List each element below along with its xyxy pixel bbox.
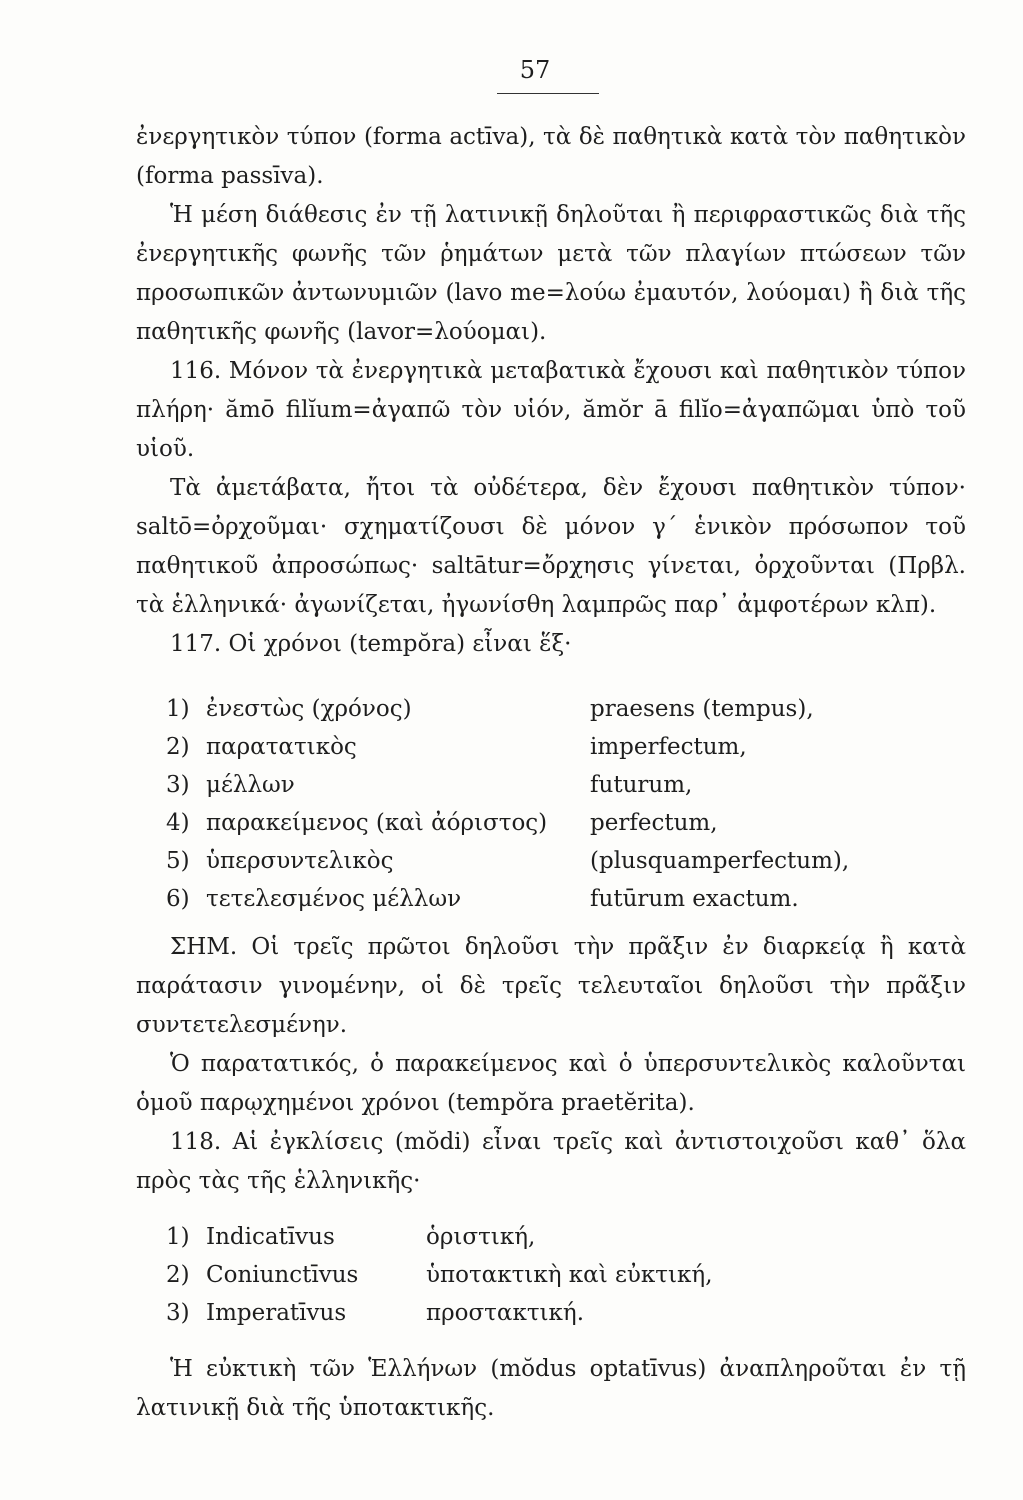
list-item [166, 728, 747, 766]
list-number: 1) [166, 1224, 190, 1250]
list-item [166, 842, 850, 880]
greek-term: ὑποτακτικὴ καὶ εὐκτική, [426, 1262, 713, 1288]
greek-term: ἐνεστὼς (χρόνος) [206, 696, 412, 722]
list-number: 5) [166, 848, 190, 874]
text-block-bottom [136, 1350, 966, 1428]
page-number: 57 [519, 56, 551, 84]
text-block-middle [136, 928, 966, 1201]
paragraph-3: Τὰ ἀμετάβατα, ἤτοι τὰ οὐδέτερα, δὲν ἔχουσι παθητικὸν τύπον· saltō=ὀρχοῦμαι· σχηματίζουσι δὲ μόνον γ΄ ἑνικὸν πρόσωπον τοῦ παθητικοῦ ἀπροσώπως· saltātur=ὄρχησις γίνεται, ὀρχοῦνται (Πρβλ. τὰ ἑλληνικά· ἀγωνίζεται, ἠγωνίσθη λαμπρῶς παρ᾽ ἀμφοτέρων κλπ). [136, 475, 966, 618]
latin-term: imperfectum, [590, 734, 747, 760]
greek-term: ὁριστική, [426, 1224, 536, 1250]
paragraph-118: 118. Αἱ ἐγκλίσεις (mŏdi) εἶναι τρεῖς καὶ ἀντιστοιχοῦσι καθ᾽ ὅλα πρὸς τὰς τῆς ἑλληνικῆς· [136, 1129, 966, 1194]
greek-term: προστακτική. [426, 1300, 585, 1326]
latin-term: futurum, [590, 772, 693, 798]
latin-term: futūrum exactum. [590, 886, 799, 912]
list-number: 2) [166, 734, 190, 760]
list-number: 6) [166, 886, 190, 912]
paragraph-note: ΣΗΜ. Οἱ τρεῖς πρῶτοι δηλοῦσι τὴν πρᾶξιν ἐν διαρκείᾳ ἢ κατὰ παράτασιν γινομένην, οἱ δὲ τρεῖς τελευταῖοι δηλοῦσι τὴν πρᾶξιν συντετελεσμένην. [136, 934, 966, 1038]
tense-list [166, 690, 850, 918]
greek-term: τετελεσμένος μέλλων [206, 886, 462, 912]
paragraph-116: 116. Μόνον τὰ ἐνεργητικὰ μεταβατικὰ ἔχουσι καὶ παθητικὸν τύπον πλήρη· ămō filĭum=ἀγαπῶ τὸν υἱόν, ămŏr ā filĭo=ἀγαπῶμαι ὑπὸ τοῦ υἱοῦ. [136, 358, 966, 462]
list-number: 4) [166, 810, 190, 836]
greek-term: ὑπερσυντελικὸς [206, 848, 394, 874]
greek-term: παρατατικὸς [206, 734, 357, 760]
list-item [166, 880, 799, 918]
paragraph-1: ἐνεργητικὸν τύπον (forma actīva), τὰ δὲ παθητικὰ κατὰ τὸν παθητικὸν (forma passīva). [136, 124, 966, 189]
page-number-rule [497, 93, 599, 94]
latin-term: Indicatīvus [206, 1224, 335, 1250]
list-number: 3) [166, 1300, 190, 1326]
list-item [166, 1218, 536, 1256]
paragraph-117: 117. Οἱ χρόνοι (tempŏra) εἶναι ἕξ· [170, 631, 572, 657]
list-item [166, 690, 814, 728]
list-number: 3) [166, 772, 190, 798]
list-number: 2) [166, 1262, 190, 1288]
list-item [166, 1294, 585, 1332]
latin-term: (plusquamperfectum), [590, 848, 850, 874]
paragraph-5: Ἡ εὐκτικὴ τῶν Ἑλλήνων (mŏdus optatīvus) ἀναπληροῦται ἐν τῇ λατινικῇ διὰ τῆς ὑποτακτικῆς. [136, 1356, 966, 1421]
latin-term: praesens (tempus), [590, 696, 814, 722]
mood-list [166, 1218, 713, 1332]
latin-term: perfectum, [590, 810, 718, 836]
paragraph-4: Ὁ παρατατικός, ὁ παρακείμενος καὶ ὁ ὑπερσυντελικὸς καλοῦνται ὁμοῦ παρῳχημένοι χρόνοι (tempŏra praetĕrita). [136, 1051, 966, 1116]
latin-term: Coniunctīvus [206, 1262, 359, 1288]
greek-term: μέλλων [206, 772, 295, 798]
list-item [166, 804, 718, 842]
list-number: 1) [166, 696, 190, 722]
list-item [166, 766, 693, 804]
list-item [166, 1256, 713, 1294]
greek-term: παρακείμενος (καὶ ἀόριστος) [206, 810, 548, 836]
paragraph-2: Ἡ μέση διάθεσις ἐν τῇ λατινικῇ δηλοῦται ἢ περιφραστικῶς διὰ τῆς ἐνεργητικῆς φωνῆς τῶν ῥημάτων μετὰ τῶν πλαγίων πτώσεων τῶν προσωπικῶν ἀντωνυμιῶν (lavo me=λούω ἐμαυτόν, λούομαι) ἢ διὰ τῆς παθητικῆς φωνῆς (lavor=λούομαι). [136, 202, 966, 345]
latin-term: Imperatīvus [206, 1300, 347, 1326]
text-block-top [136, 118, 966, 664]
